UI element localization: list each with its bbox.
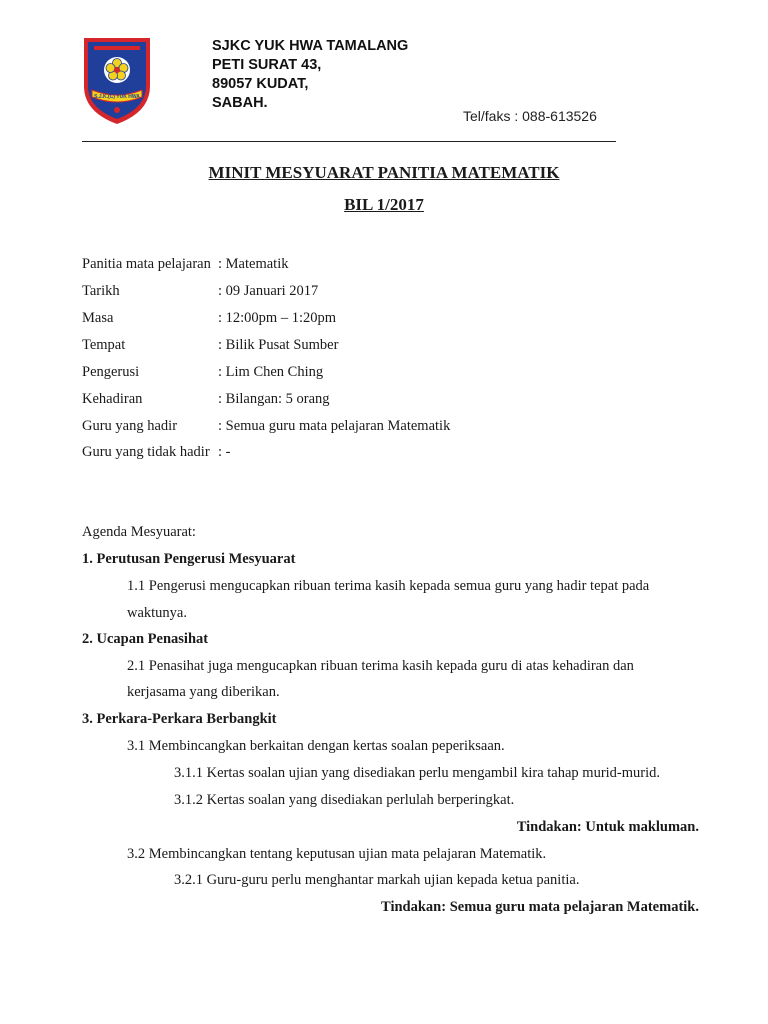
address-line-1: PETI SURAT 43, <box>212 57 322 73</box>
school-logo <box>80 34 154 126</box>
agenda-point: 1.1 Pengerusi mengucapkan ribuan terima kasih kepada semua guru yang hadir tepat pada <box>127 578 650 594</box>
document-number: BIL 1/2017 <box>344 195 424 214</box>
detail-label: Guru yang hadir <box>82 418 178 434</box>
detail-value: : Bilangan: 5 orang <box>218 391 330 407</box>
detail-label: Pengerusi <box>82 364 140 380</box>
address-line-3: SABAH. <box>212 95 268 111</box>
detail-value: : Bilik Pusat Sumber <box>218 337 339 353</box>
agenda-point-continued: waktunya. <box>127 605 187 621</box>
agenda-point-continued: kerjasama yang diberikan. <box>127 684 280 700</box>
detail-label: Tarikh <box>82 283 120 299</box>
agenda-point: 3.1 Membincangkan berkaitan dengan kertas soalan peperiksaan. <box>127 738 505 754</box>
detail-label: Masa <box>82 310 114 326</box>
agenda-point: 3.2 Membincangkan tentang keputusan ujian mata pelajaran Matematik. <box>127 846 547 862</box>
header-divider <box>82 141 616 142</box>
detail-label: Tempat <box>82 337 126 353</box>
school-address <box>212 37 408 113</box>
agenda-item-title: 3. Perkara-Perkara Berbangkit <box>82 711 277 727</box>
detail-value: : Matematik <box>218 256 289 272</box>
action-note: Tindakan: Semua guru mata pelajaran Matematik. <box>381 899 699 915</box>
logo-ribbon-text: S.J.K.(C) YUK HWA <box>94 94 140 100</box>
detail-value: : 12:00pm – 1:20pm <box>218 310 337 326</box>
agenda-subpoint: 3.1.2 Kertas soalan yang disediakan perlulah berperingkat. <box>174 792 515 808</box>
document-title: MINIT MESYUARAT PANITIA MATEMATIK <box>208 163 560 182</box>
agenda-subpoint: 3.2.1 Guru-guru perlu menghantar markah ujian kepada ketua panitia. <box>174 872 580 888</box>
detail-value: : Lim Chen Ching <box>218 364 324 380</box>
action-note: Tindakan: Untuk makluman. <box>516 819 699 835</box>
agenda-point: 2.1 Penasihat juga mengucapkan ribuan terima kasih kepada guru di atas kehadiran dan <box>127 658 634 674</box>
address-line-2: 89057 KUDAT, <box>212 76 309 92</box>
detail-label: Panitia mata pelajaran <box>82 256 211 272</box>
school-name: SJKC YUK HWA TAMALANG <box>212 38 409 54</box>
agenda-item-title: 2. Ucapan Penasihat <box>82 631 209 647</box>
agenda-item-title: 1. Perutusan Pengerusi Mesyuarat <box>82 551 296 567</box>
detail-label: Kehadiran <box>82 391 143 407</box>
detail-value: : 09 Januari 2017 <box>218 283 319 299</box>
agenda-heading: Agenda Mesyuarat: <box>82 524 196 540</box>
tel-fax: Tel/faks : 088-613526 <box>463 108 597 124</box>
agenda-subpoint: 3.1.1 Kertas soalan ujian yang disediakan perlu mengambil kira tahap murid-murid. <box>174 765 661 781</box>
detail-value: : - <box>218 444 231 460</box>
detail-value: : Semua guru mata pelajaran Matematik <box>218 418 451 434</box>
detail-label: Guru yang tidak hadir <box>82 444 210 460</box>
